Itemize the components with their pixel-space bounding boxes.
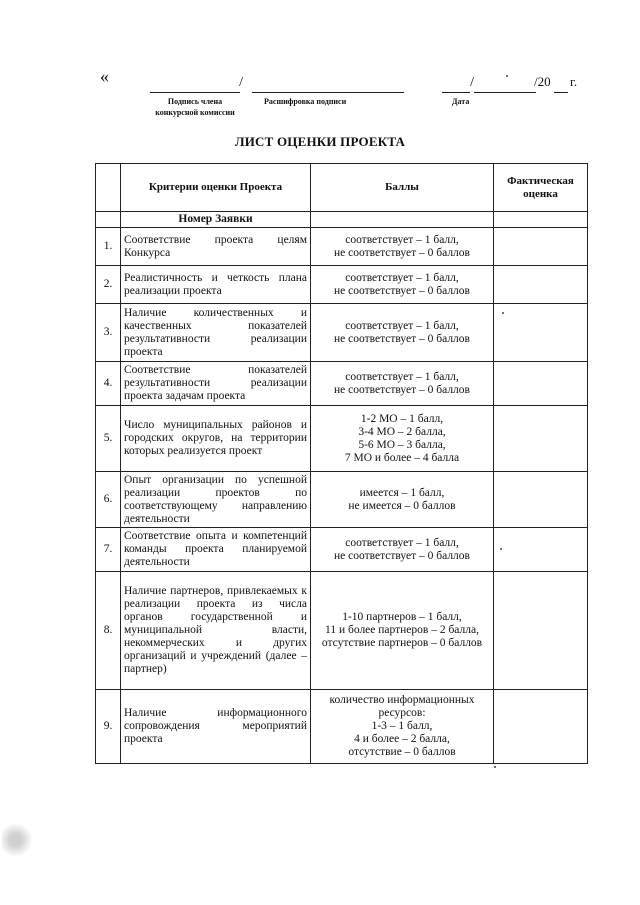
row-points: соответствует – 1 балл, не соответствует – 0 баллов <box>311 228 494 266</box>
row-criteria: Наличие партнеров, привлекаемых к реализации проекта из числа органов государственной и муниципальной власти, некоммерческих и других организаций и учреждений (далее – партнер) <box>121 572 311 690</box>
row-points: количество информационных ресурсов: 1-3 – 1 балл, 4 и более – 2 балла, отсутствие – 0 баллов <box>311 690 494 764</box>
row-criteria: Опыт организации по успешной реализации проектов по соответствующему направлению деятельности <box>121 472 311 528</box>
row-criteria: Реалистичность и четкость плана реализации проекта <box>121 266 311 304</box>
row-criteria: Соответствие проекта целям Конкурса <box>121 228 311 266</box>
row-number: 2. <box>96 266 121 304</box>
row-actual-score[interactable] <box>494 690 588 764</box>
scan-speck <box>506 75 508 77</box>
row-actual-score[interactable] <box>494 228 588 266</box>
row-number: 4. <box>96 362 121 406</box>
row-points: соответствует – 1 балл, не соответствует – 0 баллов <box>311 304 494 362</box>
row-points: имеется – 1 балл, не имеется – 0 баллов <box>311 472 494 528</box>
evaluation-table <box>95 163 588 764</box>
row-points: соответствует – 1 балл, не соответствует – 0 баллов <box>311 266 494 304</box>
date-slash: / <box>470 75 474 90</box>
scan-smudge <box>2 820 36 860</box>
signature-block <box>150 74 590 128</box>
scan-speck <box>500 548 502 550</box>
row-points: 1-10 партнеров – 1 балл, 11 и более партнеров – 2 балла, отсутствие партнеров – 0 баллов <box>311 572 494 690</box>
row-number: 1. <box>96 228 121 266</box>
row-criteria: Число муниципальных районов и городских округов, на территории которых реализуется проект <box>121 406 311 472</box>
row-number: 8. <box>96 572 121 690</box>
row-number: 5. <box>96 406 121 472</box>
page-title: ЛИСТ ОЦЕНКИ ПРОЕКТА <box>234 134 406 149</box>
row-number: 9. <box>96 690 121 764</box>
row-actual-score[interactable] <box>494 406 588 472</box>
table-row <box>96 266 588 304</box>
row-criteria: Соответствие опыта и компетенций команды проекта планируемой деятельности <box>121 528 311 572</box>
date-month-line <box>474 78 536 93</box>
table-row <box>96 406 588 472</box>
row-criteria: Соответствие показателей результативности реализации проекта задачам проекта <box>121 362 311 406</box>
table-row <box>96 528 588 572</box>
subheader-actual-cell <box>494 212 588 228</box>
table-row <box>96 228 588 266</box>
header-points: Баллы <box>311 164 494 212</box>
row-actual-score[interactable] <box>494 304 588 362</box>
row-points: соответствует – 1 балл, не соответствует – 0 баллов <box>311 362 494 406</box>
table-header-row <box>96 164 588 212</box>
row-actual-score[interactable] <box>494 362 588 406</box>
subheader-points-cell <box>311 212 494 228</box>
row-criteria: Наличие количественных и качественных показателей результативности реализации проекта <box>121 304 311 362</box>
table-body <box>96 228 588 764</box>
table-row <box>96 690 588 764</box>
table-row <box>96 572 588 690</box>
scan-speck <box>494 766 496 768</box>
decoding-line <box>252 78 404 93</box>
row-points: соответствует – 1 балл, не соответствует – 0 баллов <box>311 528 494 572</box>
table-row <box>96 304 588 362</box>
caption-date: Дата <box>452 97 470 106</box>
row-actual-score[interactable] <box>494 572 588 690</box>
row-actual-score[interactable] <box>494 528 588 572</box>
row-actual-score[interactable] <box>494 472 588 528</box>
caption-decoding: Расшифровка подписи <box>264 97 347 106</box>
signature-line <box>150 75 243 93</box>
table-row <box>96 362 588 406</box>
header-actual: Фактическая оценка <box>494 164 588 212</box>
header-num-cell <box>96 164 121 212</box>
date-day-line <box>442 75 474 93</box>
caption-signature: Подпись члена конкурсной комиссии <box>155 97 235 117</box>
row-points: 1-2 МО – 1 балл, 3-4 МО – 2 балла, 5-6 МО – 3 балла, 7 МО и более – 4 балла <box>311 406 494 472</box>
subheader-num-cell <box>96 212 121 228</box>
row-number: 7. <box>96 528 121 572</box>
year-prefix: /20 <box>534 74 551 89</box>
signature-slash: / <box>239 75 243 90</box>
row-criteria: Наличие информационного сопровождения мероприятий проекта <box>121 690 311 764</box>
row-number: 3. <box>96 304 121 362</box>
subheader-application-number: Номер Заявки <box>121 212 311 228</box>
scan-speck <box>502 312 504 314</box>
opening-quote-mark: « <box>100 66 109 86</box>
year-suffix: г. <box>570 74 578 89</box>
date-year-line <box>554 78 568 93</box>
row-actual-score[interactable] <box>494 266 588 304</box>
table-subheader-row <box>96 212 588 228</box>
table-row <box>96 472 588 528</box>
row-number: 6. <box>96 472 121 528</box>
header-criteria: Критерии оценки Проекта <box>121 164 311 212</box>
